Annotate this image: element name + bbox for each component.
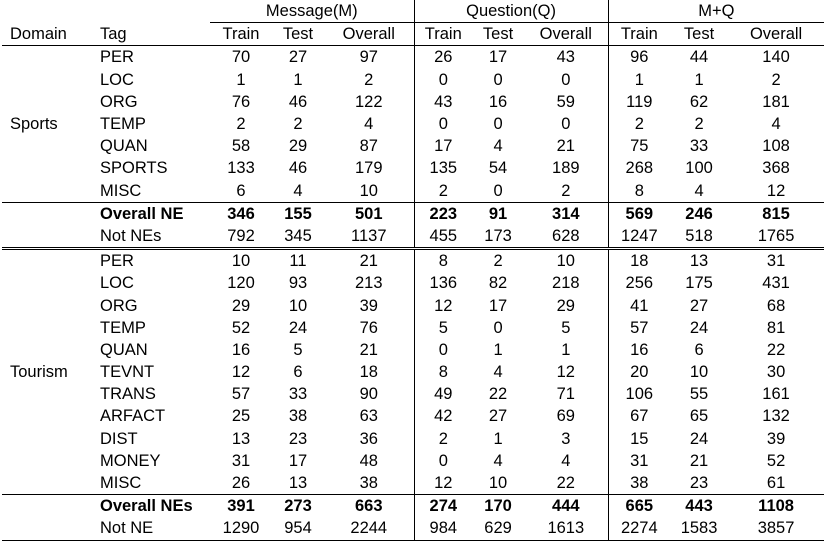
table-row bbox=[2, 225, 824, 249]
domain-spacer bbox=[2, 517, 98, 540]
value-cell: 10 bbox=[288, 296, 308, 315]
value-cell: 10 bbox=[359, 181, 378, 200]
value-cell: 17 bbox=[414, 135, 472, 157]
value-cell: 20 bbox=[608, 361, 670, 383]
value-cell: 175 bbox=[685, 274, 713, 293]
value-cell: 10 bbox=[488, 474, 508, 493]
value-cell: 345 bbox=[272, 225, 324, 249]
table-row bbox=[2, 361, 824, 383]
tag-cell: QUAN bbox=[100, 340, 148, 359]
value-cell: 16 bbox=[488, 92, 508, 111]
domain-label: Sports bbox=[10, 115, 58, 134]
value-cell: 314 bbox=[524, 202, 608, 225]
value-cell: 38 bbox=[359, 474, 378, 493]
value-cell: 12 bbox=[414, 294, 472, 316]
table-row bbox=[2, 135, 824, 157]
value-cell: 213 bbox=[355, 274, 383, 293]
value-cell: 87 bbox=[359, 137, 378, 156]
tag-cell: DIST bbox=[100, 429, 138, 448]
value-cell: 38 bbox=[608, 472, 670, 495]
value-cell: 4 bbox=[561, 451, 571, 470]
value-cell: 12 bbox=[766, 181, 786, 200]
value-cell: 43 bbox=[414, 91, 472, 113]
value-cell: 2 bbox=[561, 181, 571, 200]
value-cell: 62 bbox=[689, 92, 709, 111]
value-cell: 44 bbox=[689, 48, 709, 67]
value-cell: 29 bbox=[556, 296, 575, 315]
value-cell: 135 bbox=[414, 157, 472, 179]
value-cell: 96 bbox=[608, 46, 670, 69]
value-cell: 0 bbox=[414, 113, 472, 135]
tag-cell: Not NEs bbox=[98, 225, 210, 249]
value-cell: 31 bbox=[231, 451, 251, 470]
value-cell: 173 bbox=[472, 225, 524, 249]
value-cell: 57 bbox=[608, 317, 670, 339]
value-cell: 17 bbox=[288, 451, 308, 470]
value-cell: 22 bbox=[556, 474, 575, 493]
value-cell: 1613 bbox=[524, 517, 608, 540]
value-cell: 29 bbox=[231, 296, 251, 315]
sub-header-test: Test bbox=[472, 23, 524, 46]
value-cell: 11 bbox=[289, 252, 307, 271]
value-cell: 0 bbox=[561, 70, 571, 89]
value-cell: 629 bbox=[472, 517, 524, 540]
value-cell: 663 bbox=[324, 495, 414, 518]
value-cell: 431 bbox=[762, 274, 790, 293]
value-cell: 43 bbox=[556, 48, 575, 67]
table-row bbox=[2, 272, 824, 294]
value-cell: 27 bbox=[288, 48, 308, 67]
value-cell: 39 bbox=[359, 296, 378, 315]
tag-cell: ORG bbox=[100, 92, 138, 111]
tag-cell: MONEY bbox=[100, 451, 161, 470]
value-cell: 23 bbox=[288, 429, 308, 448]
value-cell: 179 bbox=[355, 159, 383, 178]
value-cell: 22 bbox=[766, 340, 786, 359]
value-cell: 0 bbox=[414, 69, 472, 91]
value-cell: 16 bbox=[231, 340, 251, 359]
value-cell: 69 bbox=[556, 407, 575, 426]
value-cell: 569 bbox=[608, 202, 670, 225]
value-cell: 26 bbox=[231, 474, 251, 493]
value-cell: 63 bbox=[359, 407, 378, 426]
value-cell: 0 bbox=[414, 339, 472, 361]
value-cell: 75 bbox=[608, 135, 670, 157]
value-cell: 54 bbox=[488, 159, 508, 178]
ne-statistics-table bbox=[2, 0, 824, 541]
value-cell: 2 bbox=[293, 115, 303, 134]
value-cell: 628 bbox=[524, 225, 608, 249]
value-cell: 29 bbox=[288, 137, 308, 156]
value-cell: 0 bbox=[414, 450, 472, 472]
value-cell: 25 bbox=[231, 407, 251, 426]
tag-cell: MISC bbox=[100, 181, 142, 200]
tag-cell: TRANS bbox=[100, 385, 156, 404]
value-cell: 41 bbox=[608, 294, 670, 316]
value-cell: 15 bbox=[608, 428, 670, 450]
value-cell: 12 bbox=[414, 472, 472, 495]
tag-cell: MISC bbox=[100, 474, 142, 493]
group-header-question: Question(Q) bbox=[414, 0, 608, 23]
value-cell: 23 bbox=[689, 474, 709, 493]
table-row bbox=[2, 428, 824, 450]
table-row bbox=[2, 517, 824, 540]
table-row bbox=[2, 383, 824, 405]
value-cell: 501 bbox=[324, 202, 414, 225]
value-cell: 1 bbox=[493, 429, 503, 448]
tag-header: Tag bbox=[98, 23, 210, 46]
value-cell: 792 bbox=[210, 225, 272, 249]
value-cell: 48 bbox=[359, 451, 378, 470]
value-cell: 90 bbox=[359, 385, 378, 404]
table-row bbox=[2, 91, 824, 113]
table-row bbox=[2, 339, 824, 361]
value-cell: 13 bbox=[689, 252, 709, 271]
sub-header-overall: Overall bbox=[324, 23, 414, 46]
header-group-row bbox=[2, 0, 824, 23]
value-cell: 21 bbox=[556, 137, 575, 156]
value-cell: 55 bbox=[689, 385, 709, 404]
value-cell: 4 bbox=[493, 363, 503, 382]
table-row bbox=[2, 405, 824, 427]
value-cell: 38 bbox=[288, 407, 308, 426]
value-cell: 59 bbox=[556, 92, 575, 111]
value-cell: 12 bbox=[231, 363, 251, 382]
value-cell: 6 bbox=[293, 363, 303, 382]
value-cell: 1247 bbox=[608, 225, 670, 249]
value-cell: 24 bbox=[689, 318, 709, 337]
value-cell: 455 bbox=[414, 225, 472, 249]
value-cell: 122 bbox=[355, 92, 383, 111]
value-cell: 1137 bbox=[324, 225, 414, 249]
value-cell: 815 bbox=[728, 202, 824, 225]
value-cell: 170 bbox=[472, 495, 524, 518]
sub-header-train: Train bbox=[608, 23, 670, 46]
value-cell: 223 bbox=[414, 202, 472, 225]
value-cell: 2 bbox=[694, 115, 704, 134]
value-cell: 4 bbox=[364, 115, 374, 134]
value-cell: 57 bbox=[231, 385, 251, 404]
value-cell: 10 bbox=[231, 252, 251, 271]
value-cell: 954 bbox=[272, 517, 324, 540]
value-cell: 268 bbox=[608, 157, 670, 179]
value-cell: 1765 bbox=[728, 225, 824, 249]
value-cell: 1 bbox=[293, 70, 303, 89]
value-cell: 391 bbox=[210, 495, 272, 518]
value-cell: 155 bbox=[272, 202, 324, 225]
value-cell: 1 bbox=[694, 70, 704, 89]
value-cell: 61 bbox=[766, 474, 786, 493]
value-cell: 65 bbox=[689, 407, 709, 426]
value-cell: 443 bbox=[670, 495, 728, 518]
value-cell: 0 bbox=[493, 70, 503, 89]
tag-cell: LOC bbox=[100, 70, 134, 89]
domain-header: Domain bbox=[2, 23, 98, 46]
tag-cell: LOC bbox=[100, 274, 134, 293]
value-cell: 24 bbox=[689, 429, 709, 448]
tag-cell: TEVNT bbox=[100, 363, 155, 382]
value-cell: 984 bbox=[414, 517, 472, 540]
table-row bbox=[2, 157, 824, 179]
tag-cell: PER bbox=[100, 48, 134, 67]
value-cell: 46 bbox=[288, 92, 308, 111]
value-cell: 27 bbox=[689, 296, 709, 315]
value-cell: 218 bbox=[552, 274, 580, 293]
domain-spacer bbox=[2, 225, 98, 249]
value-cell: 0 bbox=[561, 115, 571, 134]
value-cell: 76 bbox=[231, 92, 251, 111]
value-cell: 93 bbox=[288, 274, 308, 293]
value-cell: 1290 bbox=[210, 517, 272, 540]
value-cell: 100 bbox=[685, 159, 713, 178]
value-cell: 36 bbox=[359, 429, 378, 448]
value-cell: 13 bbox=[288, 474, 308, 493]
value-cell: 13 bbox=[231, 429, 251, 448]
value-cell: 2 bbox=[493, 252, 503, 271]
table-body bbox=[2, 46, 824, 540]
table-row bbox=[2, 46, 824, 69]
value-cell: 8 bbox=[608, 180, 670, 203]
value-cell: 8 bbox=[414, 361, 472, 383]
sub-header-overall: Overall bbox=[728, 23, 824, 46]
value-cell: 161 bbox=[762, 385, 790, 404]
value-cell: 189 bbox=[552, 159, 580, 178]
value-cell: 1 bbox=[236, 70, 246, 89]
value-cell: 26 bbox=[414, 46, 472, 69]
value-cell: 4 bbox=[293, 181, 303, 200]
value-cell: 3 bbox=[561, 429, 571, 448]
domain-label: Tourism bbox=[10, 363, 68, 382]
value-cell: 1583 bbox=[670, 517, 728, 540]
value-cell: 12 bbox=[556, 363, 575, 382]
tag-cell: TEMP bbox=[100, 318, 146, 337]
value-cell: 368 bbox=[762, 159, 790, 178]
value-cell: 120 bbox=[227, 274, 255, 293]
value-cell: 0 bbox=[493, 115, 503, 134]
value-cell: 21 bbox=[359, 340, 378, 359]
value-cell: 10 bbox=[689, 363, 709, 382]
value-cell: 1 bbox=[493, 340, 503, 359]
sub-header-train: Train bbox=[210, 23, 272, 46]
value-cell: 31 bbox=[608, 450, 670, 472]
table-row bbox=[2, 69, 824, 91]
header-sub-row bbox=[2, 23, 824, 46]
value-cell: 274 bbox=[414, 495, 472, 518]
value-cell: 346 bbox=[210, 202, 272, 225]
table-row bbox=[2, 113, 824, 135]
value-cell: 132 bbox=[762, 407, 790, 426]
table-row bbox=[2, 317, 824, 339]
value-cell: 33 bbox=[288, 385, 308, 404]
value-cell: 140 bbox=[762, 48, 790, 67]
value-cell: 665 bbox=[608, 495, 670, 518]
tag-cell: QUAN bbox=[100, 137, 148, 156]
sub-header-train: Train bbox=[414, 23, 472, 46]
value-cell: 21 bbox=[359, 252, 378, 271]
value-cell: 52 bbox=[231, 318, 251, 337]
table-row bbox=[2, 472, 824, 495]
table-row bbox=[2, 202, 824, 225]
value-cell: 71 bbox=[556, 385, 575, 404]
tag-cell: Overall NEs bbox=[98, 495, 210, 518]
tag-cell: TEMP bbox=[100, 115, 146, 134]
value-cell: 2 bbox=[771, 70, 781, 89]
value-cell: 42 bbox=[414, 405, 472, 427]
value-cell: 17 bbox=[488, 296, 508, 315]
value-cell: 5 bbox=[561, 318, 571, 337]
value-cell: 0 bbox=[493, 181, 503, 200]
value-cell: 81 bbox=[766, 318, 786, 337]
domain-spacer bbox=[2, 202, 98, 225]
value-cell: 4 bbox=[493, 451, 503, 470]
group-header-message: Message(M) bbox=[210, 0, 414, 23]
value-cell: 49 bbox=[414, 383, 472, 405]
value-cell: 1 bbox=[561, 340, 571, 359]
value-cell: 2 bbox=[414, 180, 472, 203]
value-cell: 4 bbox=[771, 115, 781, 134]
tag-cell: Overall NE bbox=[98, 202, 210, 225]
value-cell: 27 bbox=[488, 407, 508, 426]
value-cell: 0 bbox=[493, 318, 503, 337]
value-cell: 136 bbox=[414, 272, 472, 294]
table-row bbox=[2, 495, 824, 518]
value-cell: 22 bbox=[488, 385, 508, 404]
value-cell: 30 bbox=[766, 363, 786, 382]
value-cell: 67 bbox=[608, 405, 670, 427]
value-cell: 2 bbox=[364, 70, 374, 89]
sub-header-test: Test bbox=[272, 23, 324, 46]
sub-header-overall: Overall bbox=[524, 23, 608, 46]
value-cell: 82 bbox=[488, 274, 508, 293]
tag-cell: ARFACT bbox=[100, 407, 166, 426]
value-cell: 52 bbox=[766, 451, 786, 470]
value-cell: 70 bbox=[231, 48, 251, 67]
value-cell: 181 bbox=[762, 92, 790, 111]
sub-header-test: Test bbox=[670, 23, 728, 46]
value-cell: 18 bbox=[359, 363, 378, 382]
value-cell: 16 bbox=[608, 339, 670, 361]
value-cell: 106 bbox=[608, 383, 670, 405]
value-cell: 273 bbox=[272, 495, 324, 518]
table-row bbox=[2, 249, 824, 273]
value-cell: 2 bbox=[236, 115, 246, 134]
value-cell: 24 bbox=[288, 318, 308, 337]
tag-cell: ORG bbox=[100, 296, 138, 315]
tag-cell: Not NE bbox=[98, 517, 210, 540]
value-cell: 2 bbox=[414, 428, 472, 450]
value-cell: 5 bbox=[414, 317, 472, 339]
tag-cell: PER bbox=[100, 252, 134, 271]
value-cell: 1108 bbox=[728, 495, 824, 518]
value-cell: 2274 bbox=[608, 517, 670, 540]
table-row bbox=[2, 180, 824, 203]
value-cell: 6 bbox=[236, 181, 246, 200]
value-cell: 97 bbox=[359, 48, 378, 67]
value-cell: 18 bbox=[608, 249, 670, 273]
value-cell: 4 bbox=[694, 181, 704, 200]
value-cell: 68 bbox=[766, 296, 786, 315]
value-cell: 5 bbox=[293, 340, 303, 359]
value-cell: 3857 bbox=[728, 517, 824, 540]
domain-spacer bbox=[2, 495, 98, 518]
value-cell: 33 bbox=[689, 137, 709, 156]
value-cell: 58 bbox=[231, 137, 251, 156]
value-cell: 8 bbox=[414, 249, 472, 273]
value-cell: 6 bbox=[694, 340, 704, 359]
value-cell: 2 bbox=[608, 113, 670, 135]
value-cell: 46 bbox=[288, 159, 308, 178]
value-cell: 119 bbox=[608, 91, 670, 113]
value-cell: 76 bbox=[359, 318, 378, 337]
value-cell: 518 bbox=[670, 225, 728, 249]
value-cell: 2244 bbox=[324, 517, 414, 540]
value-cell: 91 bbox=[472, 202, 524, 225]
value-cell: 108 bbox=[762, 137, 790, 156]
value-cell: 246 bbox=[670, 202, 728, 225]
tag-cell: SPORTS bbox=[100, 159, 168, 178]
value-cell: 256 bbox=[608, 272, 670, 294]
value-cell: 133 bbox=[227, 159, 255, 178]
value-cell: 31 bbox=[766, 252, 786, 271]
value-cell: 4 bbox=[493, 137, 503, 156]
value-cell: 17 bbox=[488, 48, 508, 67]
value-cell: 21 bbox=[689, 451, 709, 470]
table-row bbox=[2, 294, 824, 316]
group-header-mq: M+Q bbox=[608, 0, 824, 23]
value-cell: 444 bbox=[524, 495, 608, 518]
value-cell: 39 bbox=[766, 429, 786, 448]
table-row bbox=[2, 450, 824, 472]
value-cell: 1 bbox=[608, 69, 670, 91]
value-cell: 10 bbox=[556, 252, 575, 271]
